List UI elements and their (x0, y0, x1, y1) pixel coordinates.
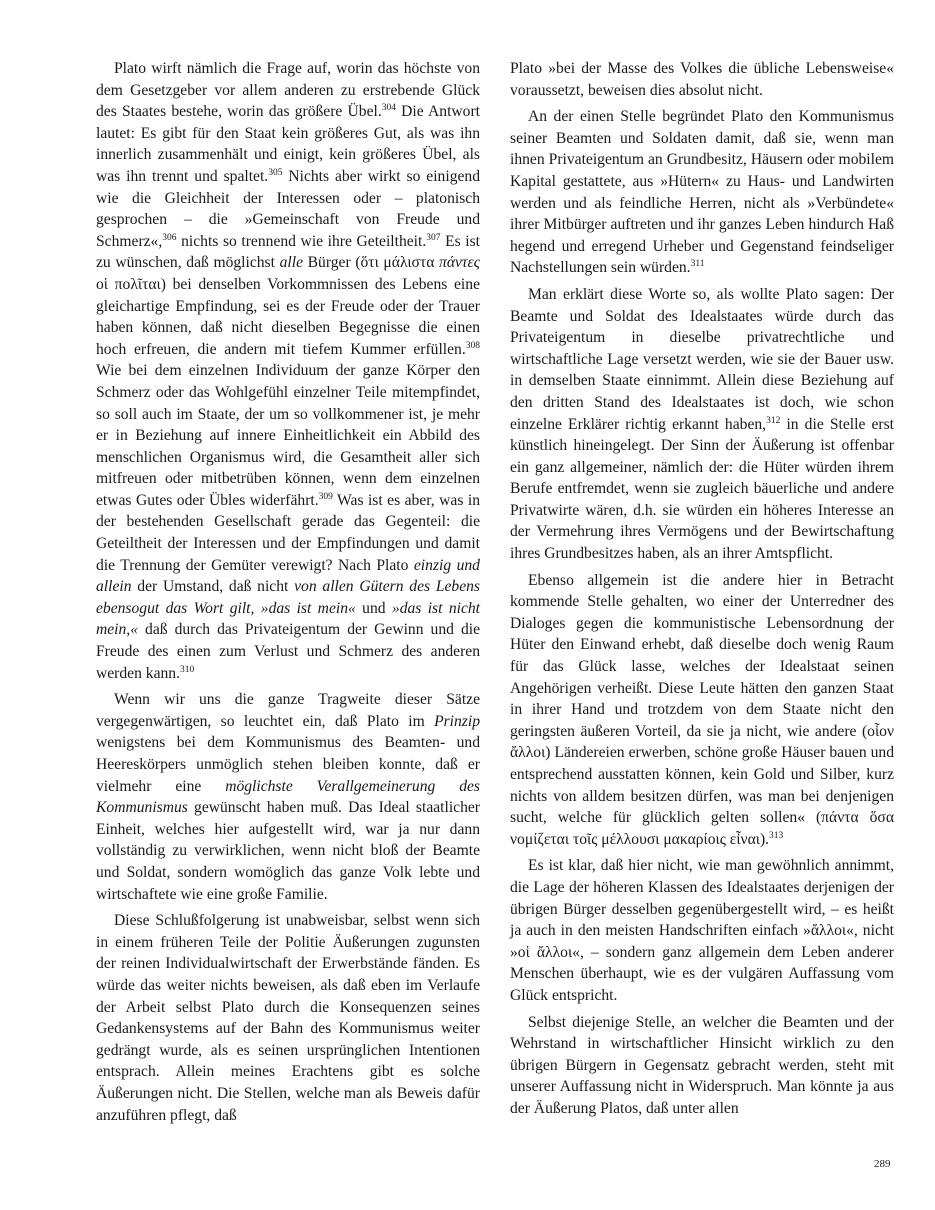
text-run: gewünscht haben muß. Das Ideal staatlicher Einheit, welches hier aufgestellt wird, war ja nur dann vollständig zu verwirklichen, wenn nicht bloß der Beamte und Soldat, sondern womöglich das ganze Volk lebte und wirtschaftete wie eine große Familie. (96, 799, 480, 903)
footnote-marker: 309 (318, 491, 333, 502)
footnote-marker: 307 (426, 232, 441, 243)
text-run: Selbst diejenige Stelle, an welcher die Beamten und der Wehrstand in wirtschaftlicher Hinsicht wirklich zu den übrigen Bürgern in Gegensatz gebracht werden, steht mit unserer Auffassung nicht in Widerspruch. Man könnte ja aus der Äußerung Platos, daß unter allen (510, 1013, 894, 1117)
left-text-column (96, 58, 480, 1126)
paragraph (510, 855, 894, 1006)
footnote-marker: 308 (465, 340, 480, 351)
text-run: Bürger (ὅτι μάλιστα (303, 254, 440, 272)
text-run: Man erklärt diese Worte so, als wollte Plato sagen: Der Beamte und Soldat des Idealstaates würde durch das Privateigentum in dieselbe privatrechtliche und wirtschaftliche Lage versetzt werden, wie sie der Bauer usw. in demselben Staate einnimmt. Allein diese Beziehung auf den dritten Stand des Idealstaates ist doch, wie schon einzelne Erklärer richtig erkannt haben, (510, 285, 894, 433)
text-run: Wenn wir uns die ganze Tragweite dieser Sätze vergegenwärtigen, so leuchtet ein, daß Plato im (96, 691, 480, 730)
emphasis: Prinzip (434, 712, 480, 730)
paragraph (510, 284, 894, 565)
footnote-marker: 312 (766, 415, 781, 426)
footnote-marker: 304 (381, 103, 396, 114)
text-run: Diese Schlußfolgerung ist unabweisbar, selbst wenn sich in einem früheren Teile der Politie Äußerungen zugunsten der reinen Individualwirtschaft der Erwerbstände fänden. Es würde das weiter nichts beweisen, als daß eben im Verlaufe der Arbeit selbst Plato durch die Konsequenzen seines Gedankensystems auf der Bahn des Kommunismus weiter gedrängt wurde, als es seinen ursprünglichen Intentionen entsprach. Allein meines Erachtens gibt es solche Äußerungen nicht. Die Stellen, welche man als Beweis dafür anzuführen pflegt, daß (96, 912, 480, 1124)
emphasis: von allen Gütern des Lebens ebensogut das Wort gilt, »das ist mein« (96, 578, 480, 617)
text-run: Es ist klar, daß hier nicht, wie man gewöhnlich annimmt, die Lage der höheren Klassen des Idealstaates derjenigen der übrigen Bürger desselben gegenübergestellt wird, – es heißt ja auch in den meisten Handschriften einfach »ἄλλοι«, nicht »οἱ ἄλλοι«, – sondern ganz allgemein dem Leben anderer Menschen überhaupt, wie es der vulgären Auffassung vom Glück entspricht. (510, 857, 894, 1004)
paragraph (96, 689, 480, 905)
footnote-marker: 310 (180, 664, 195, 675)
text-run: Es ist zu wünschen, daß möglichst (96, 232, 480, 272)
paragraph (510, 106, 894, 279)
text-run: nichts so trennend wie ihre Geteiltheit. (176, 232, 427, 250)
footnote-marker: 306 (162, 232, 177, 243)
text-run: Plato »bei der Masse des Volkes die übliche Lebensweise« voraussetzt, beweisen dies absolut nicht. (510, 60, 894, 99)
paragraph (510, 1012, 894, 1120)
text-run: An der einen Stelle begründet Plato den Kommunismus seiner Beamten und Soldaten damit, daß sie, wenn man ihnen Privateigentum an Grundbesitz, Häusern oder mobilem Kapital gestattete, aus »Hütern« zu Haus- und Landwirten werden und als feindliche Herren, nicht als »Verbündete« ihrer Mitbürger auftreten und ihr ganzes Leben hindurch Haß hegend und erregend Urheber und Gegenstand feindseliger Nachstellungen sein würden. (510, 108, 894, 277)
right-text-column (510, 58, 894, 1120)
footnote-marker: 305 (268, 167, 283, 178)
paragraph (510, 570, 894, 851)
text-run: in die Stelle erst künstlich hineingelegt. Der Sinn der Äußerung ist offenbar ein ganz allgemeiner, nämlich der: die Hüter würden ihrem Berufe entfremdet, wenn sie zugleich bäuerliche und andere Privatwirte wären, d.h. sie würden ein höheres Interesse an der Vermehrung ihres Vermögens und der Bewirtschaftung ihres Grundbesitzes haben, als an ihrer Amtspflicht. (510, 415, 894, 563)
emphasis: πάντες (439, 254, 480, 272)
text-run: Nichts aber wirkt so einigend wie die Gleichheit der Interessen oder – platonisch gesprochen – die »Gemeinschaft von Freude und Schmerz«, (96, 167, 481, 250)
text-run: der Umstand, daß nicht (131, 578, 295, 596)
footnote-marker: 313 (769, 830, 784, 841)
text-run: und (355, 599, 392, 617)
emphasis: möglichste Verallgemeinerung des Kommunismus (96, 777, 480, 817)
text-run: οἱ πολῖται) bei denselben Vorkommnissen des Lebens eine gleichartige Empfindung, sei es der Freude oder der Trauer haben können, daß nicht dieselben Begegnisse die einen hoch erfreuen, die andern mit tiefem Kummer erfüllen. (96, 275, 480, 358)
text-run: Was ist es aber, was in der bestehenden Gesellschaft gerade das Gegenteil: die Geteiltheit der Interessen und der Empfindungen und damit die Trennung der Gemüter verewigt? Nach Plato (96, 491, 480, 574)
paragraph (510, 58, 894, 101)
paragraph (96, 910, 480, 1126)
emphasis: »das ist nicht mein,« (96, 599, 480, 639)
emphasis: alle (279, 254, 303, 272)
text-run: wenigstens bei dem Kommunismus des Beamten- und Heereskörpers unmöglich stehen bleiben konnte, daß er vielmehr eine (96, 734, 480, 795)
footnote-marker: 311 (690, 259, 705, 270)
text-run: daß durch das Privateigentum der Gewinn und die Freude des einen zum Verlust und Schmerz des anderen werden kann. (96, 621, 480, 682)
paragraph (96, 58, 480, 684)
text-run: Wie bei dem einzelnen Individuum der ganze Körper den Schmerz oder das Wohlgefühl einzelner Teile mitempfindet, so soll auch im Staate, der um so vollkommener ist, je mehr er in Beziehung auf innere Einheitlichkeit ein Abbild des menschlichen Organismus wird, die Gesamtheit aller sich mitfreuen oder mitbetrüben können, wenn dem einzelnen etwas Gutes oder Übles widerfährt. (96, 362, 480, 509)
text-run: Die Antwort lautet: Es gibt für den Staat kein größeres Gut, als was ihn innerlich zusammenhält und einigt, kein größeres Übel, als was ihn trennt und spaltet. (96, 103, 480, 185)
text-run: Plato wirft nämlich die Frage auf, worin das höchste von dem Gesetzgeber vor allem anderen zu erstrebende Glück des Staates bestehe, worin das größere Übel. (96, 60, 480, 121)
emphasis: einzig und allein (96, 556, 480, 596)
page-number: 289 (874, 1158, 891, 1170)
text-run: Ebenso allgemein ist die andere hier in Betracht kommende Stelle gehalten, wo einer der Unterredner des Dialoges gegen die kommunistische Lebensordnung der Hüter den Einwand erhebt, daß dieselbe doch wenig Raum für das Glück lasse, welches der Idealstaat seinen Angehörigen verheißt. Diese Leute hätten den ganzen Staat in ihrer Hand und trotzdem von dem Staate nicht den geringsten äußeren Vorteil, da sie ja nicht, wie andere (οἷον ἄλλοι) Ländereien erwerben, schöne große Häuser bauen und entsprechend ausstatten können, kein Gold und Silber, kurz nichts von alldem besitzen dürfen, was man bei denjenigen sucht, welche für glücklich gelten sollen« (πάντα ὅσα νομίζεται τοῖς μέλλουσι μακαρίοις εἶναι). (510, 571, 894, 848)
